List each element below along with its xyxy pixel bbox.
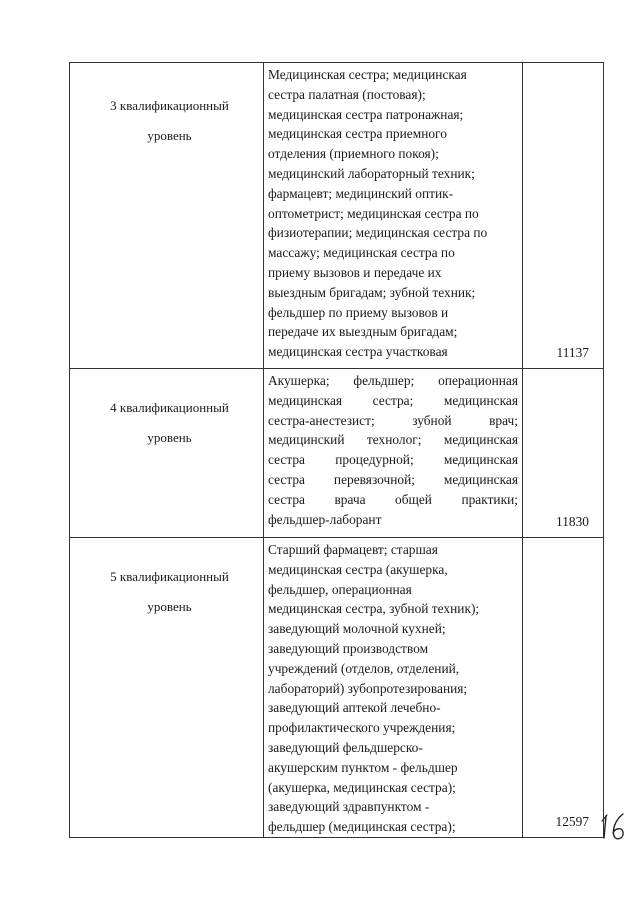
position-line: оптометрист; медицинская сестра по	[268, 205, 479, 221]
position-line: фельдшер (медицинская сестра);	[268, 819, 456, 835]
position-line: медицинский лабораторный техник;	[268, 165, 475, 181]
position-line: массажу; медицинская сестра по	[268, 245, 455, 261]
position-line: медицинский технолог; медицинская	[268, 432, 518, 448]
position-line: выездным бригадам; зубной техник;	[268, 284, 476, 300]
position-line: медицинская сестра приемного	[268, 126, 447, 142]
level-sublabel: уровень	[147, 128, 192, 143]
position-line: акушерским пунктом - фельдшер	[268, 759, 458, 775]
table-row	[70, 369, 604, 538]
level-sublabel: уровень	[147, 430, 192, 445]
position-line: медицинская сестра (акушерка,	[268, 561, 448, 577]
position-line: сестра палатная (постовая);	[268, 86, 426, 102]
position-line: заведующий производством	[268, 640, 429, 656]
position-line: Медицинская сестра; медицинская	[268, 67, 467, 82]
position-line: учреждений (отделов, отделений,	[268, 660, 460, 676]
level-sublabel: уровень	[147, 599, 192, 614]
position-line: Акушерка; фельдшер; операционная	[268, 373, 518, 388]
position-line: медицинская сестра; медицинская	[268, 392, 518, 408]
salary-value: 11137	[556, 345, 589, 360]
level-label: 3 квалификационный	[110, 98, 229, 113]
value-cell	[523, 63, 604, 369]
positions-list	[264, 538, 522, 837]
level-label: 5 квалификационный	[110, 569, 229, 584]
qualification-table	[69, 62, 604, 838]
positions-cell	[264, 63, 523, 369]
positions-list	[264, 369, 522, 529]
position-line: заведующий аптекой лечебно-	[268, 700, 441, 716]
salary-value: 11830	[556, 514, 589, 529]
position-line: заведующий молочной кухней;	[268, 621, 446, 637]
position-line: сестра-анестезист; зубной врач;	[268, 412, 518, 428]
position-line: отделения (приемного покоя);	[268, 146, 439, 162]
handwritten-page-mark	[601, 812, 629, 842]
positions-list	[264, 63, 522, 362]
position-line: заведующий здравпунктом -	[268, 799, 430, 815]
position-line: сестра процедурной; медицинская	[268, 452, 518, 468]
position-line: фельдшер-лаборант	[268, 511, 382, 527]
position-line: Старший фармацевт; старшая	[268, 542, 438, 557]
level-cell	[70, 369, 264, 538]
position-line: медицинская сестра участковая	[268, 344, 448, 360]
level-label: 4 квалификационный	[110, 400, 229, 415]
level-cell	[70, 538, 264, 838]
position-line: фельдшер, операционная	[268, 581, 412, 597]
positions-cell	[264, 538, 523, 838]
position-line: фельдшер по приему вызовов и	[268, 304, 449, 320]
value-cell	[523, 369, 604, 538]
table-row	[70, 63, 604, 369]
position-line: передаче их выездным бригадам;	[268, 324, 458, 340]
positions-cell	[264, 369, 523, 538]
position-line: медицинская сестра, зубной техник);	[268, 601, 480, 617]
position-line: физиотерапии; медицинская сестра по	[268, 225, 488, 241]
position-line: лабораторий) зубопротезирования;	[268, 680, 468, 696]
position-line: (акушерка, медицинская сестра);	[268, 779, 456, 795]
position-line: фармацевт; медицинский оптик-	[268, 185, 454, 201]
position-line: профилактического учреждения;	[268, 720, 456, 736]
salary-value: 12597	[555, 813, 589, 829]
table-row	[70, 538, 604, 838]
position-line: сестра врача общей практики;	[268, 491, 518, 507]
value-cell	[523, 538, 604, 838]
position-line: приему вызовов и передаче их	[268, 264, 442, 280]
position-line: сестра перевязочной; медицинская	[268, 471, 518, 487]
position-line: заведующий фельдшерско-	[268, 739, 423, 755]
position-line: медицинская сестра патронажная;	[268, 106, 464, 122]
level-cell	[70, 63, 264, 369]
